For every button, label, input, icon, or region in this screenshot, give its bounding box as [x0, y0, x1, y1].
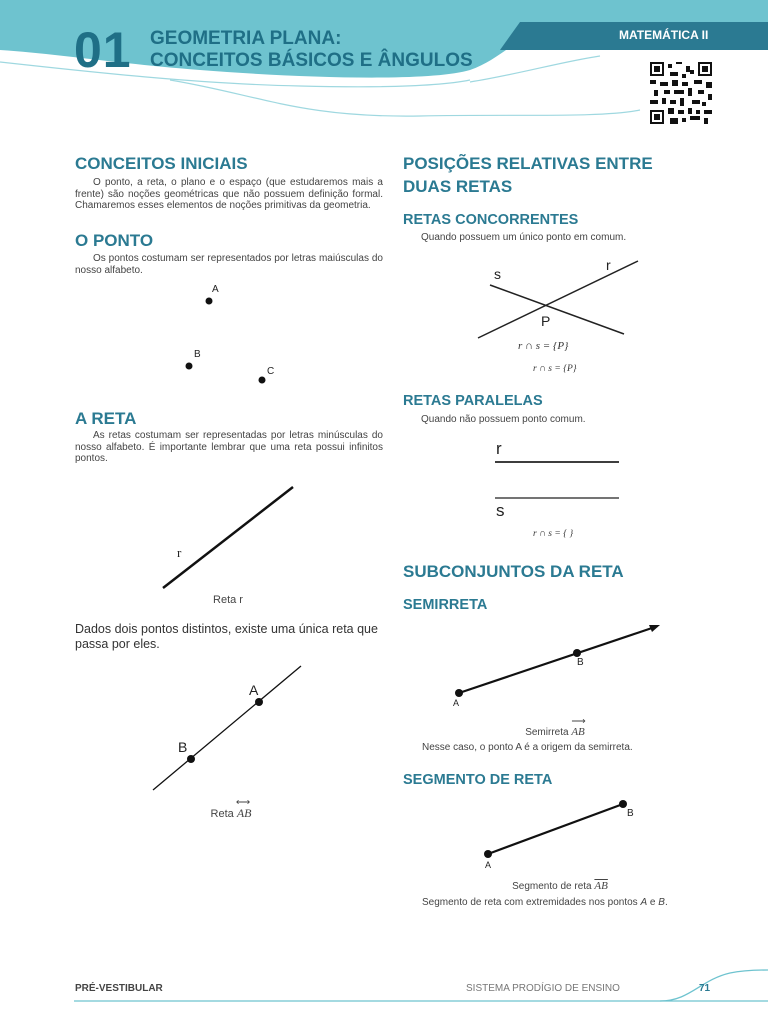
label-point-b: B	[194, 349, 201, 360]
heading-subconjuntos: SUBCONJUNTOS DA RETA	[403, 562, 624, 581]
formula-empty-set: r ∩ s = { }	[533, 529, 574, 539]
label-p: P	[541, 313, 551, 329]
caption-semirreta: Semirreta ⟶ AB	[525, 716, 586, 738]
line-s	[490, 285, 624, 334]
chapter-number: 01	[74, 22, 132, 78]
segment-figure	[480, 795, 640, 875]
segment-point-b	[619, 800, 627, 808]
chapter-title	[150, 28, 473, 72]
line-ab-figure	[150, 660, 310, 795]
label-point-a: A	[212, 284, 219, 295]
point-b	[186, 363, 193, 370]
parallel-lines-figure	[490, 455, 630, 505]
page-number: 71	[699, 983, 711, 994]
caption-reta-ab: Reta ⟷ AB	[210, 797, 252, 820]
line-r	[163, 487, 293, 588]
ray-point-a	[455, 689, 463, 697]
qr-code-icon[interactable]	[650, 62, 712, 124]
paragraph-paralelas: Quando não possuem ponto comum.	[421, 414, 586, 425]
heading-o-ponto: O PONTO	[75, 231, 154, 250]
chapter-title-line1: GEOMETRIA PLANA:	[150, 28, 342, 49]
label-s: s	[494, 266, 501, 282]
formula-intersection: r ∩ s = {P}	[533, 364, 577, 374]
footer-course: PRÉ-VESTIBULAR	[75, 983, 163, 994]
label-ray-a: A	[453, 698, 460, 708]
label-segment-a: A	[485, 860, 492, 870]
label-s-parallel: s	[496, 501, 505, 520]
label-a-on-line: A	[249, 682, 259, 698]
paragraph-segmento: Segmento de reta com extremidades nos pontos A e B.	[422, 897, 668, 908]
label-point-c: C	[267, 366, 275, 377]
heading-posicoes-relativas: POSIÇÕES RELATIVAS ENTRE DUAS RETAS	[403, 154, 653, 196]
paragraph-semirreta: Nesse caso, o ponto A é a origem da semirreta.	[422, 742, 633, 753]
chapter-title-line2: CONCEITOS BÁSICOS E ÂNGULOS	[150, 50, 473, 71]
double-arrow-icon: ⟷	[235, 797, 251, 808]
point-a	[206, 298, 213, 305]
heading-conceitos-iniciais: CONCEITOS INICIAIS	[75, 154, 248, 173]
caption-reta-r: Reta r	[213, 594, 243, 606]
segment-line	[488, 804, 623, 854]
heading-retas-paralelas: RETAS PARALELAS	[403, 393, 543, 409]
paragraph-reta: As retas costumam ser representadas por letras minúsculas do nosso alfabeto. É importante lembrar que uma reta possui infinitos pontos.	[75, 430, 383, 464]
formula-intersection-figure: r ∩ s = {P}	[518, 340, 569, 352]
label-r-parallel: r	[496, 439, 502, 458]
caption-segmento: Segmento de reta $\overline{AB}$	[512, 880, 608, 892]
paragraph-ponto: Os pontos costumam ser representados por letras maiúsculas do nosso alfabeto.	[75, 253, 383, 276]
paragraph-concorrentes: Quando possuem um único ponto em comum.	[421, 232, 627, 243]
label-segment-b: B	[627, 808, 634, 819]
label-ray-b: B	[577, 657, 584, 668]
line-r-concurrent	[478, 261, 638, 338]
line-r-figure	[150, 480, 310, 595]
footer-system: SISTEMA PRODÍGIO DE ENSINO	[466, 983, 620, 994]
ray-point-b	[573, 649, 581, 657]
paragraph-dois-pontos: Dados dois pontos distintos, existe uma única reta que passa por eles.	[75, 622, 378, 651]
ray-line	[459, 628, 652, 693]
point-a-on-line	[255, 698, 263, 706]
segment-point-a	[484, 850, 492, 858]
label-r: r	[606, 257, 611, 273]
point-b-on-line	[187, 755, 195, 763]
arrow-head-icon	[649, 625, 660, 632]
right-arrow-icon: ⟶	[571, 716, 586, 727]
label-b-on-line: B	[178, 739, 188, 755]
paragraph-conceitos: O ponto, a reta, o plano e o espaço (que estudaremos mais a frente) são noções geométricas que não possuem definição formal. Chamaremos esses elementos de noções primitivas da geometria.	[75, 177, 383, 211]
line-ab	[153, 666, 301, 790]
subject-label: MATEMÁTICA II	[619, 28, 709, 42]
heading-a-reta: A RETA	[75, 409, 137, 428]
heading-segmento-de-reta: SEGMENTO DE RETA	[403, 772, 553, 788]
ray-figure	[450, 620, 665, 710]
heading-semirreta: SEMIRRETA	[403, 597, 488, 613]
label-line-r: r	[177, 545, 182, 560]
point-c	[259, 377, 266, 384]
heading-retas-concorrentes: RETAS CONCORRENTES	[403, 212, 579, 228]
